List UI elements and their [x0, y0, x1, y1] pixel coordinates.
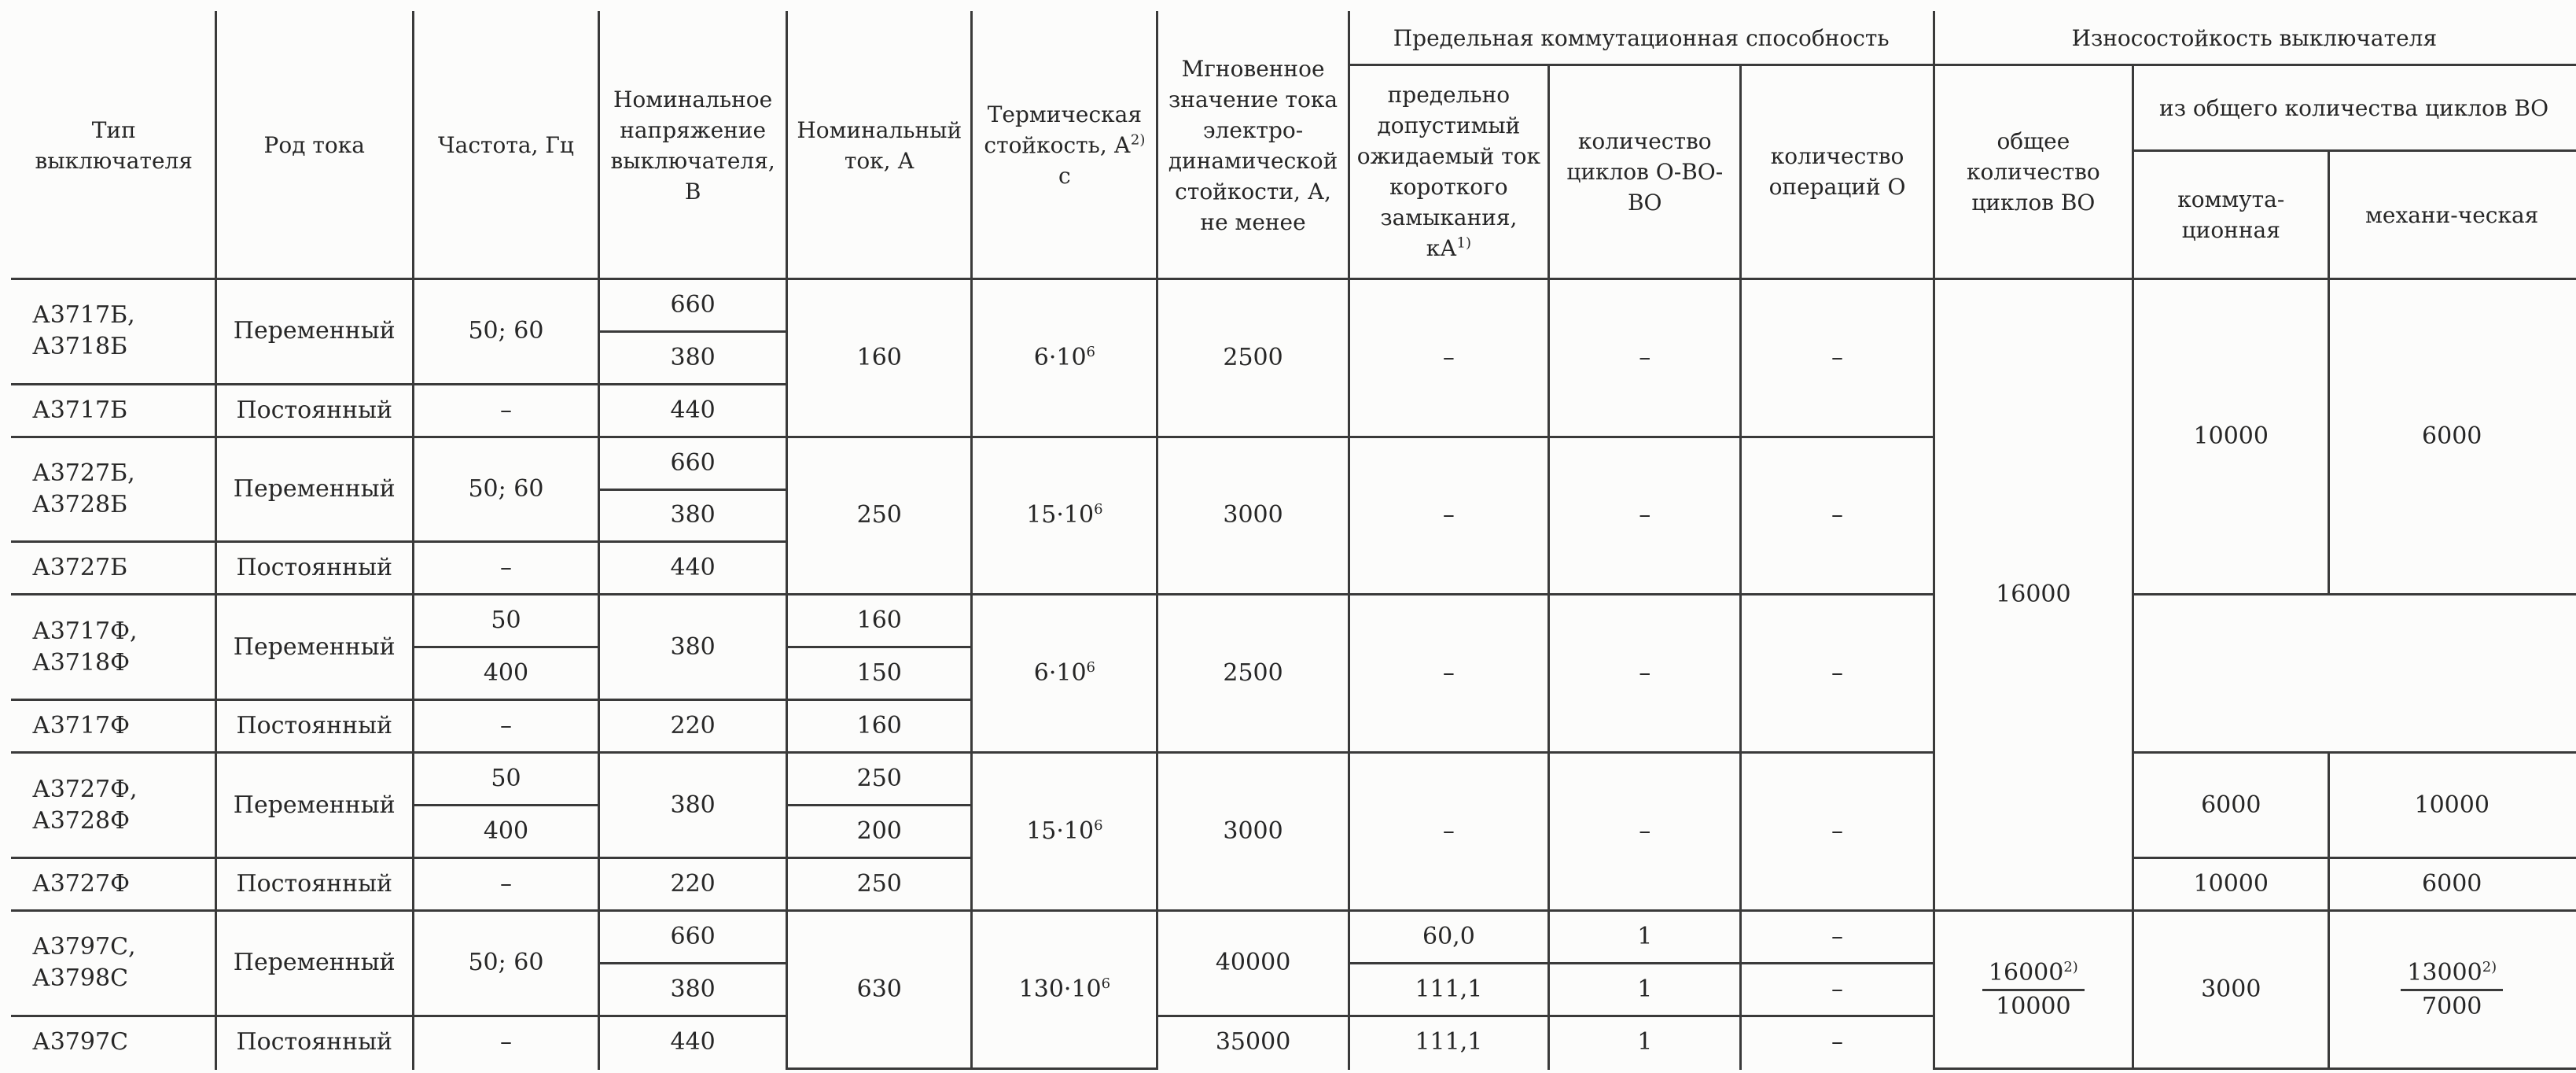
breaking-sc-cell: 111,1 [1349, 963, 1548, 1016]
header-wear-total: общее количество циклов ВО [1934, 65, 2133, 278]
voltage-cell: 660 [599, 437, 787, 489]
header-frequency: Частота, Гц [413, 13, 598, 279]
fraction-numerator [1982, 957, 2085, 991]
voltage-cell: 440 [599, 542, 787, 595]
breaking-sc-cell: – [1349, 595, 1548, 753]
wear-mechanical-cell: 6000 [2329, 858, 2575, 911]
breaking-obo-cell: 1 [1549, 1016, 1741, 1068]
header-breaking-obo: количество циклов О-ВО-ВО [1549, 65, 1741, 278]
thermal-cell [972, 753, 1157, 911]
voltage-cell: 440 [599, 384, 787, 437]
rated-current-cell: 160 [787, 278, 972, 437]
type-cell: А3727Б [13, 542, 216, 595]
wear-mechanical-cell: 6000 [2329, 278, 2575, 595]
dynamic-cell: 2500 [1157, 595, 1349, 753]
type-cell: А3797С, А3798С [13, 911, 216, 1016]
voltage-cell: 380 [599, 963, 787, 1016]
thermal-mantissa: 15·10 [1026, 817, 1095, 846]
type-cell: А3797С [13, 1016, 216, 1068]
breaking-sc-cell: – [1349, 278, 1548, 437]
fraction-denominator: 7000 [2422, 992, 2482, 1020]
wear-mechanical-fraction [2401, 957, 2503, 1023]
breaking-o-cell: – [1741, 1016, 1934, 1068]
frequency-cell: 50 [413, 595, 598, 647]
rated-current-cell: 160 [787, 595, 972, 647]
wear-switching-cell: 10000 [2133, 858, 2329, 911]
header-rated-current: Номинальный ток, А [787, 13, 972, 279]
wear-switching-cell: 10000 [2133, 278, 2329, 595]
wear-mechanical-fraction-cell [2329, 911, 2575, 1069]
current-kind-cell: Постоянный [215, 1016, 413, 1068]
current-kind-cell: Переменный [215, 911, 413, 1016]
thermal-cell [972, 278, 1157, 437]
breaking-obo-cell: – [1549, 753, 1741, 911]
breaking-sc-cell: – [1349, 753, 1548, 911]
frequency-cell: 50 [413, 753, 598, 806]
breaking-o-cell: – [1741, 278, 1934, 437]
wear-switching-cell: 6000 [2133, 753, 2329, 858]
header-thermal [972, 13, 1157, 279]
header-thermal-sup: 2) [1130, 132, 1146, 149]
voltage-cell: 380 [599, 753, 787, 858]
type-cell: А3717Б, А3718Б [13, 278, 216, 384]
thermal-exponent: 6 [1086, 343, 1095, 360]
breaking-o-cell: – [1741, 911, 1934, 964]
breaking-obo-cell: – [1549, 278, 1741, 437]
frequency-cell: – [413, 858, 598, 911]
dynamic-cell: 3000 [1157, 437, 1349, 595]
rated-current-cell: 250 [787, 753, 972, 806]
breaking-sc-cell: 60,0 [1349, 911, 1548, 964]
header-wear-group: Износостойкость выключателя [1934, 13, 2574, 65]
type-cell: А3717Ф, А3718Ф [13, 595, 216, 700]
breaking-sc-cell: – [1349, 437, 1548, 595]
thermal-exponent: 6 [1086, 659, 1095, 677]
current-kind-cell: Постоянный [215, 542, 413, 595]
rated-current-cell: 250 [787, 437, 972, 595]
header-type: Тип выключателя [13, 13, 216, 279]
current-kind-cell: Переменный [215, 437, 413, 542]
breaking-o-cell: – [1741, 963, 1934, 1016]
dynamic-cell: 35000 [1157, 1016, 1349, 1068]
circuit-breaker-spec-table [11, 11, 2576, 1070]
footnote-mark: 2) [2482, 958, 2497, 975]
frequency-cell: – [413, 384, 598, 437]
current-kind-cell: Переменный [215, 278, 413, 384]
thermal-mantissa: 15·10 [1026, 501, 1095, 529]
thermal-cell [972, 595, 1157, 753]
breaking-obo-cell: 1 [1549, 963, 1741, 1016]
thermal-exponent: 6 [1094, 817, 1103, 835]
header-breaking-sc [1349, 65, 1548, 278]
thermal-exponent: 6 [1101, 975, 1111, 992]
thermal-cell [972, 437, 1157, 595]
current-kind-cell: Постоянный [215, 700, 413, 753]
voltage-cell: 660 [599, 278, 787, 331]
breaking-sc-cell: 111,1 [1349, 1016, 1548, 1068]
footnote-mark: 2) [2063, 958, 2078, 975]
breaking-obo-cell: – [1549, 437, 1741, 595]
type-cell: А3727Ф [13, 858, 216, 911]
frequency-cell: 400 [413, 647, 598, 700]
current-kind-cell: Переменный [215, 753, 413, 858]
rated-current-cell: 630 [787, 911, 972, 1069]
thermal-exponent: 6 [1094, 501, 1103, 518]
header-voltage: Номинальное напряжение выключателя, В [599, 13, 787, 279]
frequency-cell: 50; 60 [413, 437, 598, 542]
header-wear-sub: из общего количества циклов ВО [2133, 65, 2575, 151]
current-kind-cell: Постоянный [215, 384, 413, 437]
rated-current-cell: 150 [787, 647, 972, 700]
breaking-obo-cell: – [1549, 595, 1741, 753]
frequency-cell: 50; 60 [413, 911, 598, 1016]
header-breaking-o: количество операций О [1741, 65, 1934, 278]
voltage-cell: 440 [599, 1016, 787, 1068]
breaking-o-cell: – [1741, 437, 1934, 595]
breaking-o-cell: – [1741, 595, 1934, 753]
header-thermal-text: Термическая стойкость, А [984, 101, 1142, 159]
header-wear-mechanical: механи-ческая [2329, 151, 2575, 278]
fraction-numerator [2401, 957, 2503, 991]
voltage-cell: 380 [599, 331, 787, 384]
header-breaking-group: Предельная коммутационная способность [1349, 13, 1934, 65]
voltage-cell: 380 [599, 595, 787, 700]
fraction-numerator-value: 16000 [1988, 958, 2064, 986]
frequency-cell: – [413, 700, 598, 753]
type-cell: А3717Ф [13, 700, 216, 753]
thermal-cell [972, 911, 1157, 1069]
wear-switching-cell: 3000 [2133, 911, 2329, 1069]
rated-current-cell: 250 [787, 858, 972, 911]
breaking-o-cell: – [1741, 753, 1934, 911]
dynamic-cell: 40000 [1157, 911, 1349, 1016]
rated-current-cell: 160 [787, 700, 972, 753]
wear-total-fraction-cell [1934, 911, 2133, 1069]
dynamic-cell: 3000 [1157, 753, 1349, 911]
thermal-mantissa: 130·10 [1018, 975, 1102, 1003]
current-kind-cell: Постоянный [215, 858, 413, 911]
wear-total-fraction [1982, 957, 2085, 1023]
header-dynamic: Мгновенное значение тока электро-динамической стойкости, А, не менее [1157, 13, 1349, 279]
voltage-cell: 220 [599, 700, 787, 753]
fraction-numerator-value: 13000 [2407, 958, 2482, 986]
header-breaking-sc-text: предельно допустимый ожидаемый ток короткого замыкания, кА [1356, 82, 1541, 262]
wear-mechanical-cell: 10000 [2329, 753, 2575, 858]
frequency-cell: – [413, 1016, 598, 1068]
breaking-obo-cell: 1 [1549, 911, 1741, 964]
rated-current-cell: 200 [787, 806, 972, 858]
fraction-denominator: 10000 [1996, 992, 2071, 1020]
wear-total-cell: 16000 [1934, 278, 2133, 910]
current-kind-cell: Переменный [215, 595, 413, 700]
voltage-cell: 380 [599, 489, 787, 542]
frequency-cell: – [413, 542, 598, 595]
header-breaking-sc-sup: 1) [1456, 235, 1471, 253]
header-thermal-tail: с [1058, 163, 1071, 190]
dynamic-cell: 2500 [1157, 278, 1349, 437]
type-cell: А3727Б, А3728Б [13, 437, 216, 542]
header-current-kind: Род тока [215, 13, 413, 279]
thermal-mantissa: 6·10 [1033, 659, 1087, 688]
type-cell: А3717Б [13, 384, 216, 437]
frequency-cell: 400 [413, 806, 598, 858]
header-wear-switching: коммута-ционная [2133, 151, 2329, 278]
type-cell: А3727Ф, А3728Ф [13, 753, 216, 858]
voltage-cell: 220 [599, 858, 787, 911]
thermal-mantissa: 6·10 [1033, 343, 1087, 371]
frequency-cell: 50; 60 [413, 278, 598, 384]
voltage-cell: 660 [599, 911, 787, 964]
